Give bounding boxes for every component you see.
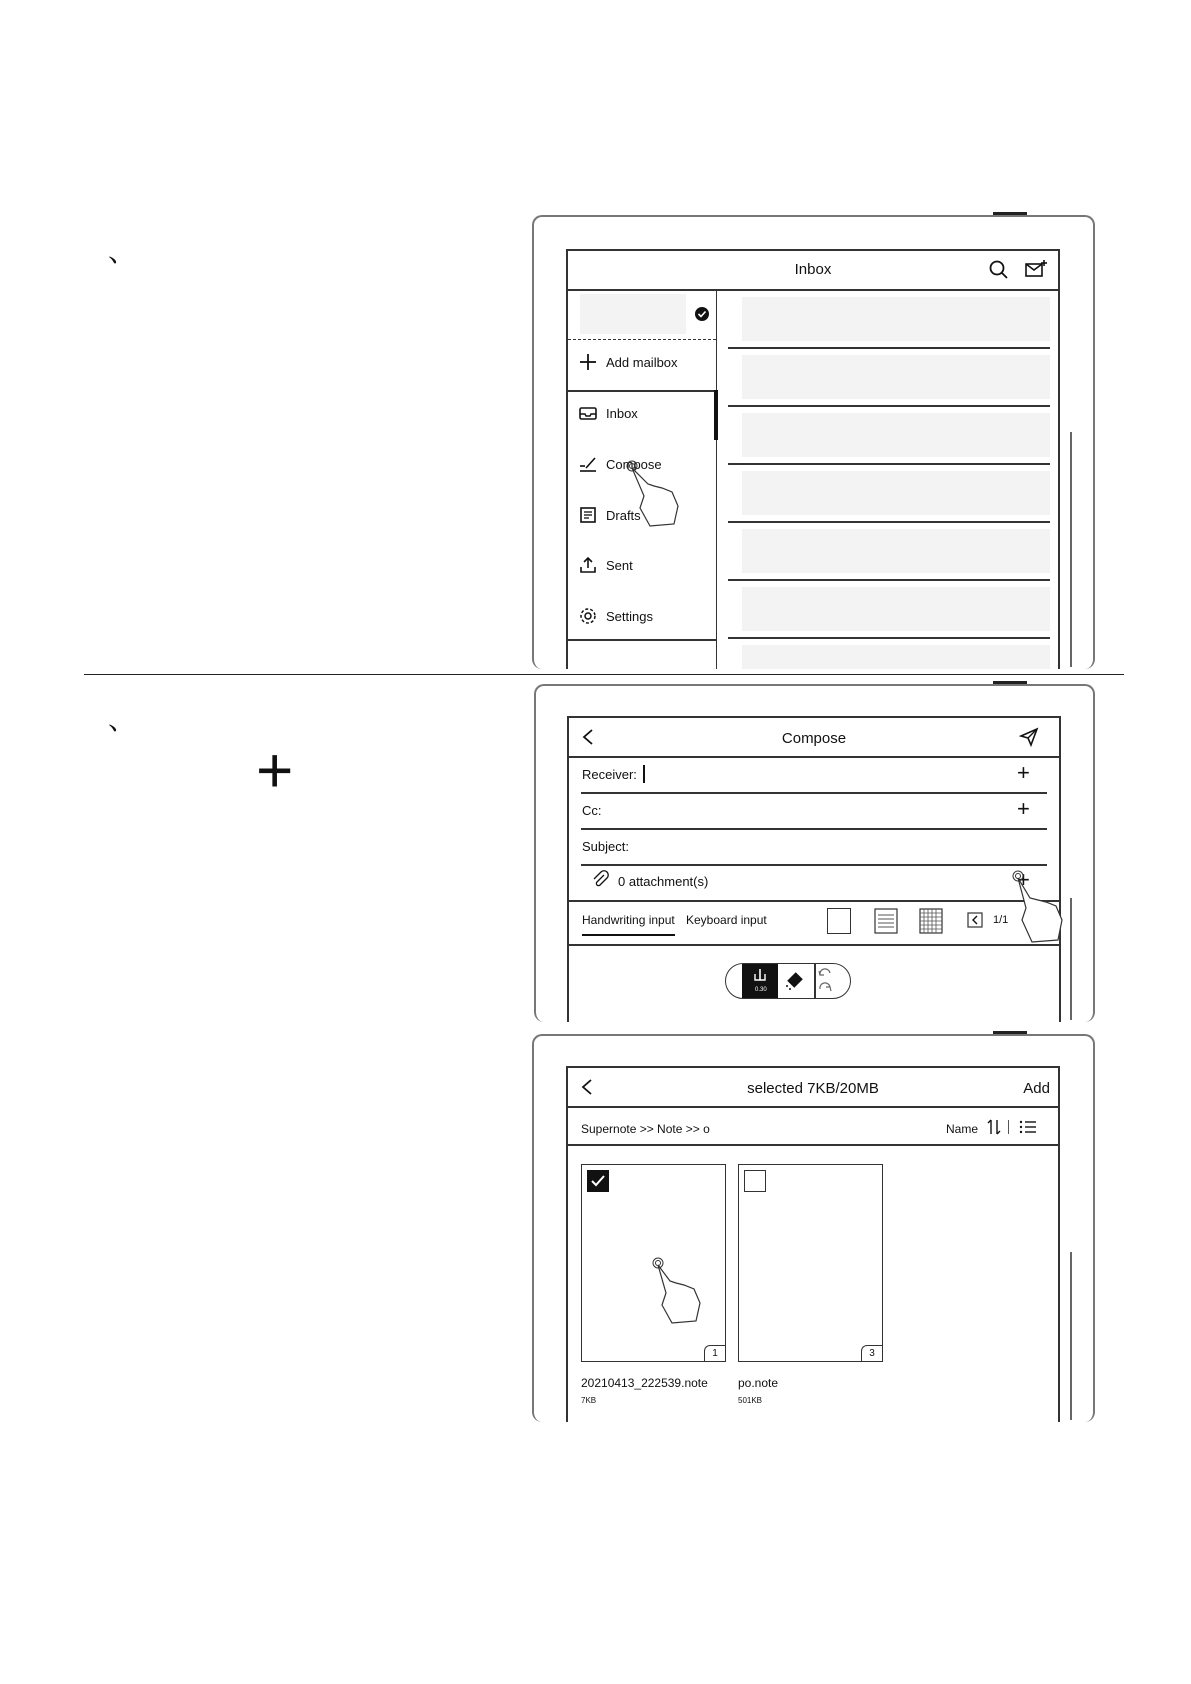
sidebar-item-settings[interactable] — [578, 604, 653, 628]
plus-icon: + — [256, 734, 294, 806]
tap-gesture-icon — [624, 458, 684, 530]
drafts-icon — [578, 505, 598, 525]
device-power-button — [993, 681, 1027, 684]
send-icon[interactable] — [1019, 727, 1039, 747]
blank-template-icon[interactable] — [827, 908, 851, 934]
gear-icon — [578, 606, 598, 626]
mail-divider — [728, 405, 1050, 407]
tap-gesture-icon — [650, 1255, 706, 1327]
attachment-divider — [569, 900, 1059, 902]
add-mailbox-label: Add mailbox — [606, 354, 678, 370]
mail-item-placeholder[interactable] — [742, 529, 1050, 573]
file-thumbnail[interactable] — [738, 1164, 883, 1362]
mail-divider — [728, 637, 1050, 639]
grid-template-icon[interactable] — [919, 908, 943, 934]
field-divider — [581, 792, 1047, 794]
add-receiver-button[interactable]: + — [1017, 760, 1030, 785]
add-cc-button[interactable]: + — [1017, 796, 1030, 821]
subject-label: Subject: — [582, 839, 629, 854]
mail-divider — [728, 347, 1050, 349]
sidebar-item-label: Inbox — [606, 405, 638, 421]
page-title: selected 7KB/20MB — [747, 1080, 879, 1097]
sort-label[interactable]: Name — [946, 1122, 979, 1136]
compose-icon — [578, 454, 598, 474]
page-title: Compose — [781, 730, 847, 747]
undo-icon[interactable] — [817, 966, 833, 980]
page-indicator: 1/1 — [993, 914, 1009, 926]
add-attachment-button[interactable]: + — [1017, 867, 1030, 892]
sent-icon — [578, 555, 598, 575]
nav-divider — [568, 390, 716, 392]
active-indicator — [714, 390, 718, 440]
sidebar-item-label: Settings — [606, 608, 653, 624]
receiver-label: Receiver: — [582, 767, 637, 782]
pen-size-label: 0.30 — [755, 987, 767, 993]
mail-divider — [728, 521, 1050, 523]
scrollbar[interactable] — [1070, 432, 1072, 667]
cc-label: Cc: — [582, 803, 602, 818]
file-name: po.note — [738, 1376, 779, 1390]
device-power-button — [993, 212, 1027, 215]
sidebar-item-label: Compose — [606, 456, 662, 472]
list-view-icon[interactable] — [1018, 1118, 1038, 1136]
page-count-badge: 1 — [704, 1345, 725, 1361]
page-count-badge: 3 — [861, 1345, 882, 1361]
toolbar-divider — [569, 944, 1059, 946]
sidebar-item-label: Sent — [606, 557, 633, 573]
sidebar — [568, 290, 717, 669]
page-title: Inbox — [794, 261, 832, 278]
scrollbar[interactable] — [1070, 898, 1072, 1020]
file-size: 501KB — [738, 1396, 763, 1405]
account-placeholder[interactable] — [580, 294, 686, 334]
add-button[interactable]: Add — [1023, 1080, 1050, 1097]
prev-page-icon[interactable] — [967, 912, 983, 928]
check-circle-icon — [694, 306, 710, 322]
new-mail-icon[interactable] — [1024, 259, 1048, 281]
tab-keyboard[interactable]: Keyboard input — [686, 913, 767, 927]
checkmark-icon — [588, 1171, 608, 1191]
sort-order-icon[interactable] — [986, 1118, 1002, 1136]
mail-item-placeholder[interactable] — [742, 587, 1050, 631]
sidebar-bottom-divider — [568, 639, 716, 641]
file-picker-screen — [566, 1066, 1060, 1422]
inbox-screen — [566, 249, 1060, 669]
sidebar-item-inbox[interactable] — [578, 401, 638, 425]
mail-divider — [728, 463, 1050, 465]
mail-item-placeholder[interactable] — [742, 413, 1050, 457]
field-divider — [581, 828, 1047, 830]
tap-gesture-icon — [1010, 868, 1066, 946]
file-checkbox-checked[interactable] — [587, 1170, 609, 1192]
search-icon[interactable] — [988, 259, 1010, 281]
section-divider — [84, 674, 1124, 675]
toolbar-separator — [1008, 1120, 1009, 1134]
sidebar-item-label: Drafts — [606, 507, 641, 523]
paperclip-icon — [591, 870, 609, 888]
device-power-button — [993, 1031, 1027, 1034]
mail-item-placeholder[interactable] — [742, 471, 1050, 515]
scrollbar[interactable] — [1070, 1252, 1072, 1420]
toolbar-divider — [568, 1144, 1058, 1146]
eraser-icon[interactable] — [784, 970, 806, 992]
file-checkbox[interactable] — [744, 1170, 766, 1192]
tab-active-underline — [582, 934, 675, 936]
tab-handwriting[interactable]: Handwriting input — [582, 913, 675, 927]
file-name: 20210413_222539.note — [581, 1376, 708, 1390]
redo-icon[interactable] — [817, 982, 833, 996]
header-divider — [569, 756, 1059, 758]
pen-tool-button[interactable] — [742, 964, 778, 998]
compose-screen — [567, 716, 1061, 1022]
mail-divider — [728, 579, 1050, 581]
breadcrumb[interactable]: Supernote >> Note >> o — [581, 1122, 710, 1136]
sidebar-item-sent[interactable] — [578, 553, 633, 577]
inbox-icon — [578, 403, 598, 423]
add-mailbox-button[interactable] — [578, 350, 678, 374]
mail-item-placeholder[interactable] — [742, 297, 1050, 341]
step-mark-1: 、 — [108, 236, 137, 267]
receiver-input-caret[interactable] — [643, 765, 645, 783]
mail-item-placeholder[interactable] — [742, 645, 1050, 669]
plus-icon — [578, 352, 598, 372]
step-mark-2: 、 — [108, 704, 137, 735]
attachment-count: 0 attachment(s) — [618, 874, 709, 889]
toolbar-divider — [814, 964, 816, 998]
pen-icon — [751, 968, 769, 986]
mail-item-placeholder[interactable] — [742, 355, 1050, 399]
pen-toolbar — [725, 963, 851, 999]
header-divider — [568, 1106, 1058, 1108]
lined-template-icon[interactable] — [874, 908, 898, 934]
field-divider — [581, 864, 1047, 866]
file-size: 7KB — [581, 1396, 597, 1405]
file-thumbnail[interactable] — [581, 1164, 726, 1362]
account-divider — [568, 339, 716, 340]
